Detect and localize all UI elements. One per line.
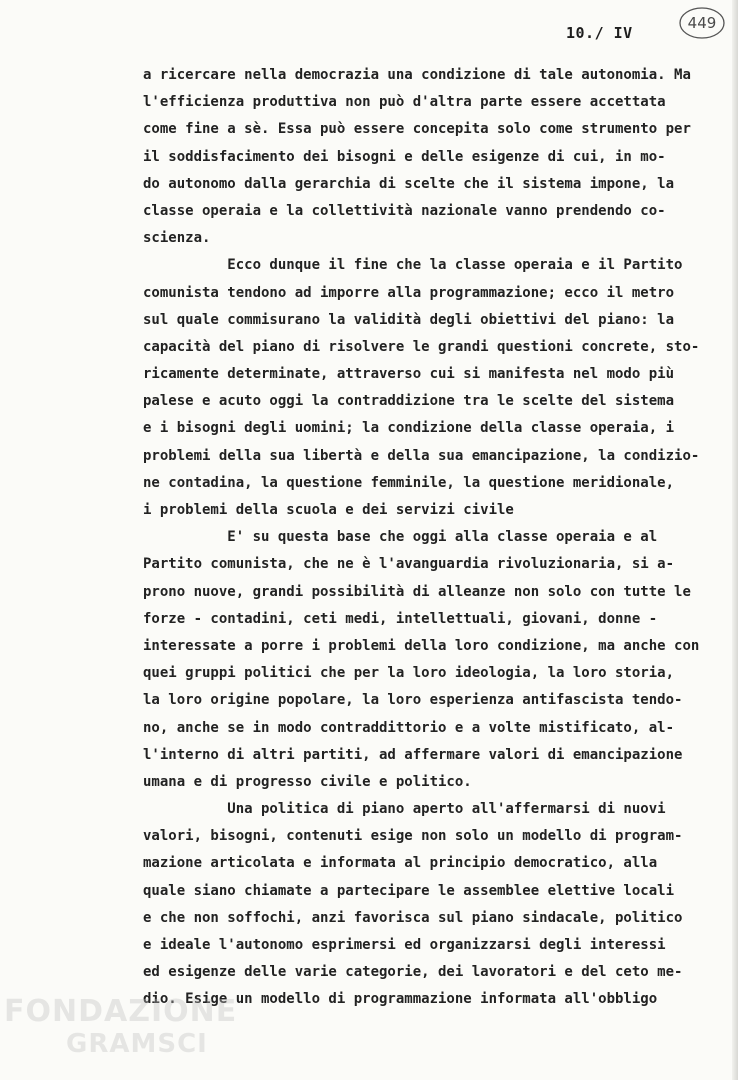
text-line: E' su questa base che oggi alla classe operaia e al	[143, 529, 658, 546]
text-line: il soddisfacimento dei bisogni e delle esigenze di cui, in mo-	[143, 148, 666, 165]
text-line: prono nuove, grandi possibilità di alleanze non solo con tutte le	[143, 583, 691, 600]
text-line: la loro origine popolare, la loro esperienza antifascista tendo-	[143, 692, 683, 709]
text-line: do autonomo dalla gerarchia di scelte che il sistema impone, la	[143, 175, 675, 192]
text-line: dio. Esige un modello di programmazione informata all'obbligo	[143, 991, 658, 1008]
text-line: e i bisogni degli uomini; la condizione della classe operaia, i	[143, 420, 675, 437]
text-line: l'efficienza produttiva non può d'altra parte essere accettata	[143, 94, 666, 111]
page-edge-shadow	[732, 0, 738, 1080]
text-line: e che non soffochi, anzi favorisca sul piano sindacale, politico	[143, 909, 683, 926]
text-line: ed esigenze delle varie categorie, dei lavoratori e del ceto me-	[143, 964, 683, 981]
text-line: ne contadina, la questione femminile, la questione meridionale,	[143, 474, 675, 491]
text-line: classe operaia e la collettività nazionale vanno prendendo co-	[143, 202, 666, 219]
text-line: palese e acuto oggi la contraddizione tra le scelte del sistema	[143, 393, 675, 410]
text-line: ricamente determinate, attraverso cui si manifesta nel modo più	[143, 366, 675, 383]
text-line: quale siano chiamate a partecipare le assemblee elettive locali	[143, 882, 675, 899]
typed-text	[143, 62, 718, 1014]
text-line: sul quale commisurano la validità degli obiettivi del piano: la	[143, 311, 675, 328]
page-number: 10./ IV	[566, 24, 633, 42]
text-line: forze - contadini, ceti medi, intellettuali, giovani, donne -	[143, 610, 658, 627]
text-line: mazione articolata e informata al principio democratico, alla	[143, 855, 658, 872]
text-line: quei gruppi politici che per la loro ideologia, la loro storia,	[143, 665, 675, 682]
text-line: umana e di progresso civile e politico.	[143, 773, 472, 790]
text-line: Partito comunista, che ne è l'avanguardia rivoluzionaria, si a-	[143, 556, 675, 573]
watermark-line-1: FONDAZIONE	[4, 994, 238, 1029]
text-line: e ideale l'autonomo esprimersi ed organizzarsi degli interessi	[143, 937, 666, 953]
text-line: comunista tendono ad imporre alla programmazione; ecco il metro	[143, 284, 675, 301]
text-line: a ricercare nella democrazia una condizione di tale autonomia. Ma	[143, 67, 691, 83]
text-line: problemi della sua libertà e della sua emancipazione, la condizio-	[143, 447, 700, 464]
text-line: l'interno di altri partiti, ad affermare valori di emancipazione	[143, 746, 683, 763]
text-line: capacità del piano di risolvere le grandi questioni concrete, sto-	[143, 338, 700, 355]
text-line: Ecco dunque il fine che la classe operaia e il Partito	[143, 257, 683, 274]
text-line: valori, bisogni, contenuti esige non solo un modello di program-	[143, 828, 683, 845]
text-line: come fine a sè. Essa può essere concepita solo come strumento per	[143, 121, 691, 138]
text-line: scienza.	[143, 230, 211, 247]
archive-stamp	[677, 6, 727, 40]
text-line: no, anche se in modo contraddittorio e a volte mistificato, al-	[143, 719, 675, 736]
stamp-number: 449	[687, 14, 717, 32]
text-line: Una politica di piano aperto all'affermarsi di nuovi	[143, 801, 666, 818]
text-line: interessate a porre i problemi della loro condizione, ma anche con	[143, 637, 700, 654]
watermark-line-2: GRAMSCI	[66, 1029, 208, 1059]
watermark-logo	[4, 996, 237, 1060]
text-line: i problemi della scuola e dei servizi civile	[143, 502, 514, 518]
